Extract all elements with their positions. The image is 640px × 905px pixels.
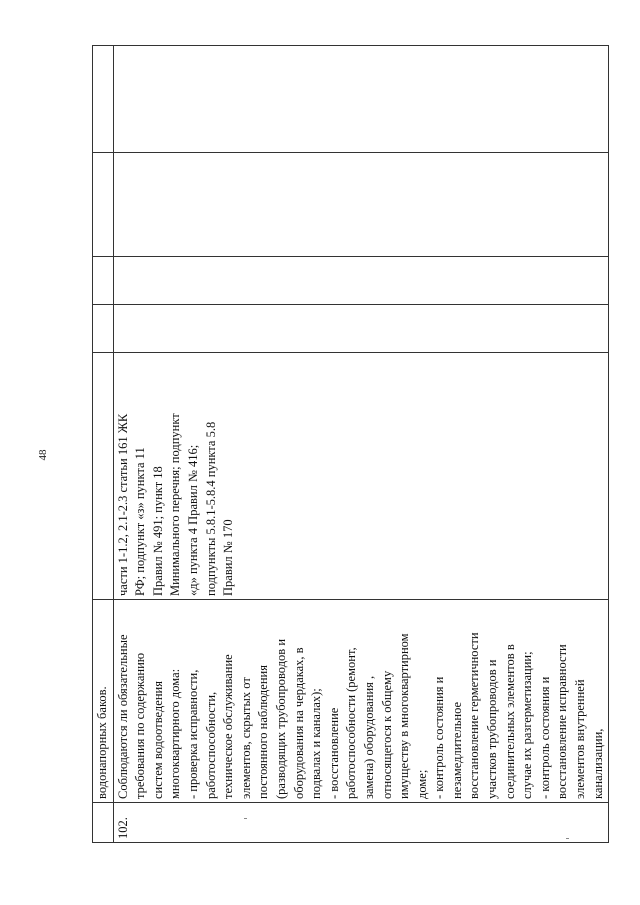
prev-col-note <box>93 46 114 153</box>
scan-mark <box>566 838 569 839</box>
requirement-line: относящегося к общему <box>379 670 394 799</box>
requirement-line: оборудования на чердаках, в <box>291 647 306 799</box>
page-number: 48 <box>37 449 49 461</box>
requirement-line: работоспособности, <box>203 691 218 799</box>
row-number: 102. <box>115 817 130 839</box>
requirement-line: требования по содержанию <box>133 652 148 799</box>
requirement-line: незамедлительное <box>449 701 464 799</box>
reference-line: Правил № 170 <box>221 519 236 596</box>
requirement-line: - контроль состояния и <box>537 676 552 799</box>
rotated-page-content <box>92 46 605 843</box>
col-no-cell <box>113 257 609 305</box>
requirement-line: Соблюдаются ли обязательные <box>115 634 130 799</box>
reference-text <box>115 356 238 596</box>
prev-requirement-text: водонапорных баков. <box>95 686 109 799</box>
requirement-line: постоянного наблюдения <box>256 665 271 799</box>
requirement-line: элементов внутренней <box>573 679 588 799</box>
requirement-line: (разводящих трубопроводов и <box>273 638 288 799</box>
requirement-line: подвалах и каналах); <box>309 688 324 799</box>
requirement-line: имуществу в многоквартирном <box>397 633 412 799</box>
reference-line: Минимального перечня; подпункт <box>168 413 183 596</box>
requirement-line: восстановление исправности <box>555 644 570 799</box>
reference-line: подпункты 5.8.1-5.8.4 пункта 5.8 <box>203 421 218 596</box>
requirement-cell <box>113 600 609 803</box>
requirements-table <box>92 45 609 843</box>
requirement-line: элементов, скрытых от <box>238 677 253 799</box>
prev-reference-cell <box>93 353 114 600</box>
requirement-line: систем водоотведения <box>150 681 165 799</box>
col-na-cell <box>113 153 609 257</box>
prev-number-cell <box>93 803 114 843</box>
reference-cell <box>113 353 609 600</box>
scan-mark <box>244 818 247 819</box>
requirement-line: восстановление герметичности <box>467 632 482 799</box>
requirement-line: - проверка исправности, <box>185 669 200 799</box>
requirement-line: канализации, <box>590 728 605 799</box>
prev-col-no <box>93 257 114 305</box>
prev-col-na <box>93 153 114 257</box>
reference-line: «д» пункта 4 Правил № 416; <box>185 444 200 596</box>
requirement-line: замена) оборудования , <box>361 675 376 799</box>
requirement-line: многоквартирного дома: <box>168 668 183 799</box>
row-number-cell <box>113 803 609 843</box>
reference-line: части 1-1.2, 2.1-2.3 статьи 161 ЖК <box>115 413 130 596</box>
reference-line: РФ; подпункт «з» пункта 11 <box>133 447 148 596</box>
prev-requirement-cell <box>93 600 114 803</box>
requirement-line: соединительных элементов в <box>502 644 517 799</box>
col-yes-cell <box>113 305 609 353</box>
table-row-previous <box>93 46 114 843</box>
requirement-line: случае их разгерметизации; <box>520 651 535 799</box>
requirement-line: работоспособности (ремонт, <box>344 647 359 799</box>
reference-line: Правил № 491; пункт 18 <box>150 466 165 596</box>
requirement-line: доме; <box>414 769 429 799</box>
requirement-line: участков трубопроводов и <box>485 659 500 799</box>
requirement-line: - восстановление <box>326 707 341 799</box>
requirement-line: - контроль состояния и <box>432 676 447 799</box>
requirement-text <box>115 603 608 799</box>
col-note-cell <box>113 46 609 153</box>
requirement-line: техническое обслуживание <box>221 654 236 799</box>
prev-col-yes <box>93 305 114 353</box>
table-row-102 <box>113 46 609 843</box>
